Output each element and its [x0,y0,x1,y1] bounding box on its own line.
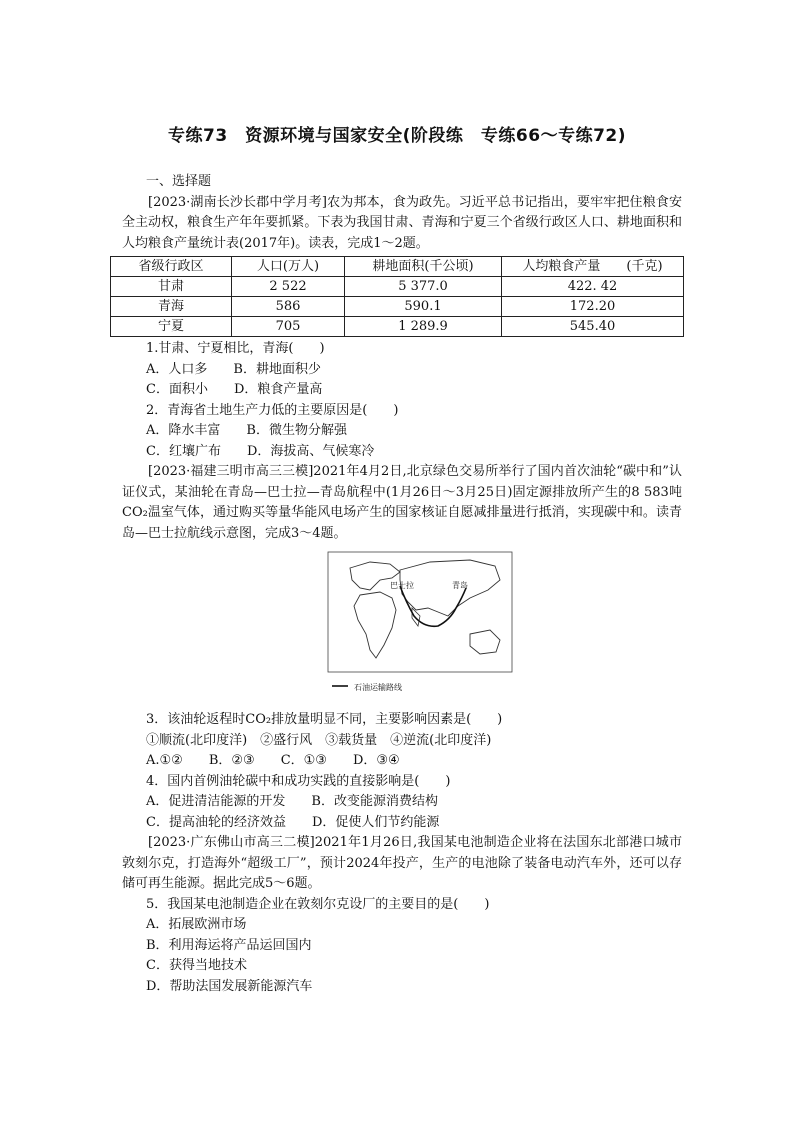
question-2-stem: 2．青海省土地生产力低的主要原因是( ) [146,402,399,418]
question-1-options-a: A．人口多 B．耕地面积少 [146,361,321,377]
route-map [320,550,520,700]
question-3-options: A.①② B．②③ C．①③ D．③④ [146,753,400,768]
question-4-options-a: A．促进清洁能源的开发 B．改变能源消费结构 [146,794,438,809]
question-2-options-b: C．红壤广布 D．海拔高、气候寒冷 [146,443,375,459]
table-header-cell: 耕地面积(千公顷) [345,257,502,277]
africa-outline [354,592,396,658]
question-3-stem: 3．该油轮返程时CO₂排放量明显不同，主要影响因素是( ) [146,712,503,727]
section-heading: 一、选择题 [146,174,212,189]
question-1-stem: 1.甘肃、宁夏相比，青海( ) [146,341,325,356]
table-cell: 2 522 [232,277,345,297]
australia-outline [470,630,500,654]
question-5-option-b: B．利用海运将产品运回国内 [146,937,312,953]
question-3-subitems: ①顺流(北印度洋) ②盛行风 ③载货量 ④逆流(北印度洋) [146,732,492,748]
table-row [111,277,684,297]
asia-outline [400,560,500,616]
table-cell: 宁夏 [111,317,232,337]
intro-paragraph-1: [2023·湖南长沙长郡中学月考]农为邦本，食为政先。习近平总书记指出，要牢牢把住粮食安全主动权，粮食生产年年要抓紧。下表为我国甘肃、青海和宁夏三个省级行政区人口、耕地面积和人均粮食产量统计表(2017年)。读表，完成1～2题。 [122,194,682,251]
table-header-cell: 人均粮食产量 (千克) [502,257,684,277]
map-label-basra: 巴士拉 [390,581,414,590]
table-row [111,317,684,337]
table-cell: 705 [232,317,345,337]
question-4-stem: 4．国内首例油轮碳中和成功实践的直接影响是( ) [146,773,451,789]
table-cell: 586 [232,297,345,317]
question-5-option-c: C．获得当地技术 [146,958,247,973]
question-2-options-a: A．降水丰富 B．微生物分解强 [146,423,347,438]
india-outline [412,608,420,626]
table-header-cell: 省级行政区 [111,257,232,277]
table-cell: 1 289.9 [345,317,502,337]
table-cell: 甘肃 [111,277,232,297]
map-label-qingdao: 青岛 [452,581,468,590]
table-cell: 172.20 [502,297,684,317]
table-cell: 422. 42 [502,277,684,297]
table-cell: 545.40 [502,317,684,337]
table-header-row [111,257,684,277]
page-title: 专练73 资源环境与国家安全(阶段练 专练66～专练72) [167,126,626,146]
oil-route-line [400,586,466,626]
intro-paragraph-3: [2023·广东佛山市高三二模]2021年1月26日,我国某电池制造企业将在法国东北部港口城市敦刻尔克，打造海外“超级工厂”，预计2024年投产，生产的电池除了装备电动汽车外，还可以存储可再生能源。据此完成5～6题。 [122,835,682,891]
question-5-stem: 5．我国某电池制造企业在敦刻尔克设厂的主要目的是( ) [146,896,490,912]
question-1-options-b: C．面积小 D．粮食产量高 [146,382,323,397]
map-legend-label: 石油运输路线 [354,683,402,692]
world-map-figure [320,550,520,700]
table-cell: 5 377.0 [345,277,502,297]
question-5-option-a: A．拓展欧洲市场 [146,917,247,932]
table-cell: 590.1 [345,297,502,317]
question-4-options-b: C．提高油轮的经济效益 D．促使人们节约能源 [146,814,440,830]
table-cell: 青海 [111,297,232,317]
statistics-table [110,256,684,337]
table-header-cell: 人口(万人) [232,257,345,277]
table-row [111,297,684,317]
document-body [122,172,682,997]
question-5-option-d: D．帮助法国发展新能源汽车 [146,978,313,994]
intro-paragraph-2: [2023·福建三明市高三三模]2021年4月2日,北京绿色交易所举行了国内首次油轮“碳中和”认证仪式，某油轮在青岛—巴士拉—青岛航程中(1月26日～3月25日)固定源排放所产生的8 583吨CO₂温室气体，通过购买等量华能风电场产生的国家核证自愿减排量进行抵消，实现碳中和。读青岛—巴士拉航线示意图，完成3～4题。 [122,464,682,541]
